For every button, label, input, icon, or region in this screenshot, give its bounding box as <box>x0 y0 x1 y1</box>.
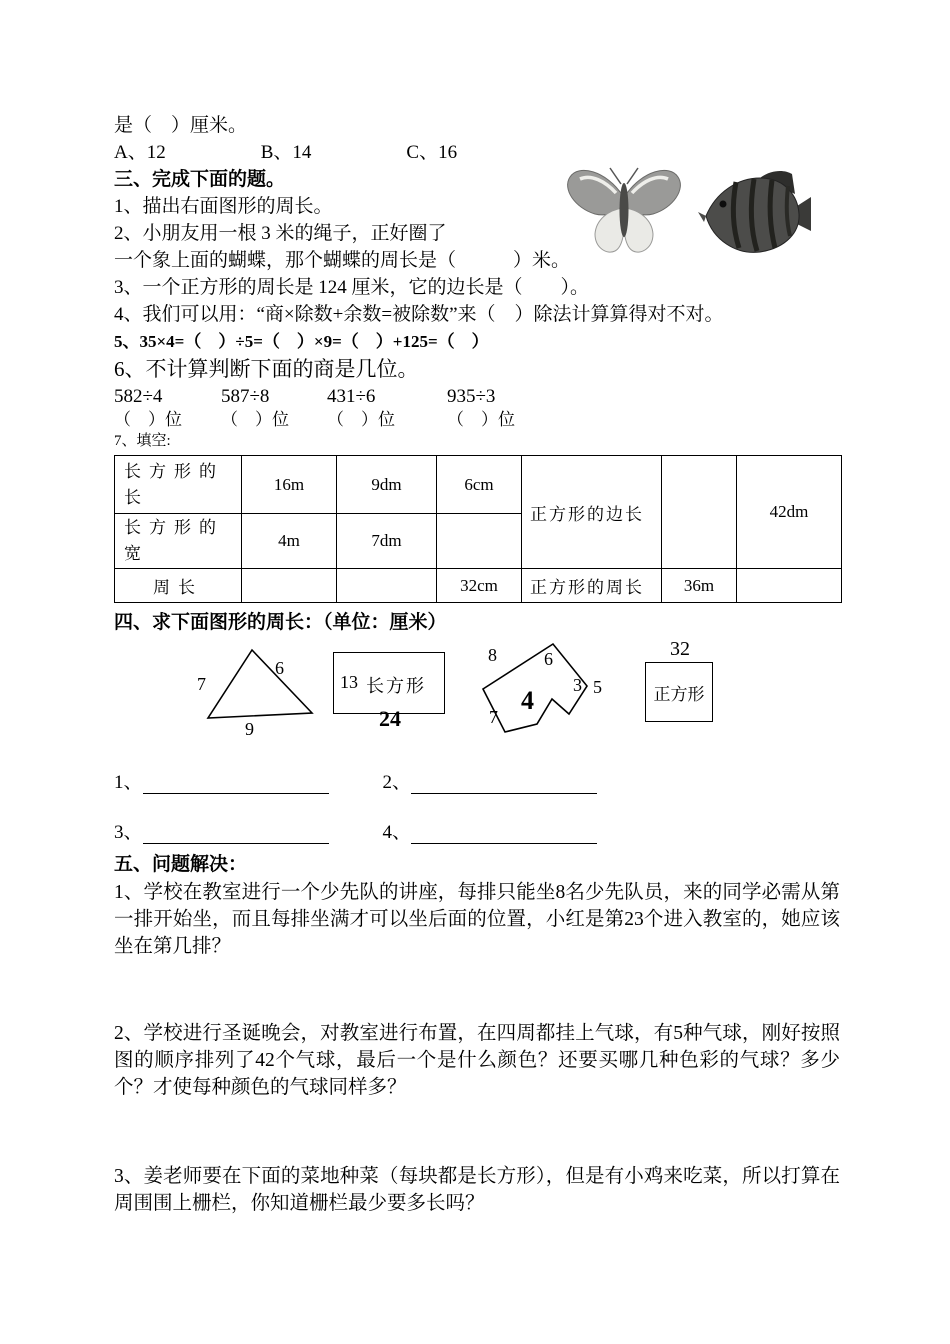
section3-heading: 三、完成下面的题。 <box>114 169 286 190</box>
answer-label: 1、 <box>114 772 143 793</box>
answer-row-2 <box>114 820 840 844</box>
answer-blank-4 <box>383 822 598 844</box>
answer-blank-2 <box>383 772 598 794</box>
table-cell: 6cm <box>437 456 522 514</box>
answer-label: 4、 <box>382 822 412 843</box>
triangle-side-right-label: 6 <box>275 658 284 678</box>
question-6-heading: 6、不计算判断下面的商是几位。 <box>114 357 419 381</box>
problem-2: 2、学校进行圣诞晚会，对教室进行布置，在四周都挂上气球，有5种气球，刚好按照图的顺序排列了42个气球，最后一个是什么颜色？还要买哪几种色彩的气球？多少个？才使每种颜色的气球同样多？ <box>114 1023 840 1098</box>
square-outline <box>645 662 713 722</box>
digits-blank: （ ）位 <box>327 410 395 429</box>
question-4: 4、我们可以用：“商×除数+余数=被除数”来（ ）除法计算算得对不对。 <box>114 304 724 325</box>
polygon-side-label: 5 <box>593 677 602 697</box>
butterfly-drawing <box>560 162 690 260</box>
answer-line <box>143 824 329 844</box>
rectangle-height-label: 13 <box>340 672 358 692</box>
table-cell-blank <box>337 569 437 603</box>
problem-1: 1、学校在教室进行一个少先队的讲座，每排只能坐8名少先队员，来的同学必需从第一排开始坐，而且每排坐满才可以坐后面的位置，小红是第23个进入教室的，她应该坐在第几排？ <box>114 882 840 957</box>
division-expression: 935÷3 <box>447 386 496 407</box>
polygon-side-label: 3 <box>573 675 582 695</box>
table-cell: 9dm <box>337 456 437 514</box>
division-expression: 582÷4 <box>114 386 163 407</box>
answer-blank-3 <box>114 822 329 844</box>
square-side-label: 正方形的边长 <box>522 456 662 569</box>
table-cell-blank <box>437 514 522 569</box>
answer-row-1 <box>114 770 840 794</box>
triangle-outline <box>195 644 320 726</box>
answer-line <box>411 824 597 844</box>
figure-square <box>645 638 715 722</box>
row-label-length: 长方形的长 <box>115 456 242 514</box>
section5-heading: 五、问题解决： <box>114 854 248 875</box>
table-row <box>115 456 842 514</box>
square-side-label: 32 <box>670 638 690 660</box>
table-row <box>115 569 842 603</box>
answer-line <box>143 774 329 794</box>
section4-heading: 四、求下面图形的周长：（单位：厘米） <box>114 612 447 633</box>
square-perimeter-label: 正方形的周长 <box>522 569 662 603</box>
answer-blank-1 <box>114 772 329 794</box>
triangle-side-left-label: 7 <box>197 674 206 694</box>
answer-label: 3、 <box>114 822 143 843</box>
rectangle-name: 长方形 <box>366 676 426 696</box>
table-cell: 4m <box>242 514 337 569</box>
question-5: 5、35×4=（ ）÷5=（ ）×9=（ ）+125=（ ） <box>114 332 489 351</box>
polygon-side-label: 6 <box>544 649 553 669</box>
question-6-blanks <box>114 409 840 431</box>
table-cell-blank <box>737 569 842 603</box>
row-label-perimeter: 周长 <box>115 569 242 603</box>
polygon-side-label: 8 <box>488 645 497 665</box>
triangle-side-bottom-label: 9 <box>245 719 254 739</box>
question-2-line2: 一个象上面的蝴蝶，那个蝴蝶的周长是（ ）米。 <box>114 250 571 271</box>
figure-triangle <box>195 644 320 739</box>
problem-3: 3、姜老师要在下面的菜地种菜（每块都是长方形），但是有小鸡来吃菜，所以打算在周围围上栅栏，你知道栅栏最少要多长吗？ <box>114 1166 840 1214</box>
table-cell-blank <box>662 456 737 569</box>
table-cell-blank <box>242 569 337 603</box>
table-cell: 7dm <box>337 514 437 569</box>
rectangle-width-label: 24 <box>379 706 401 731</box>
fish-drawing <box>698 164 812 264</box>
table-cell: 36m <box>662 569 737 603</box>
table-cell: 32cm <box>437 569 522 603</box>
figure-rectangle <box>333 652 445 731</box>
square-name: 正方形 <box>653 684 705 704</box>
polygon-side-label: 7 <box>489 707 498 727</box>
question-3: 3、一个正方形的周长是 124 厘米，它的边长是（ ）。 <box>114 277 590 298</box>
table-cell: 42dm <box>737 456 842 569</box>
question-7: 7、填空: <box>114 433 171 449</box>
options-line: A、12 B、14 C、16 <box>114 142 458 163</box>
division-expression: 431÷6 <box>327 386 376 407</box>
answer-line <box>411 774 597 794</box>
division-expression: 587÷8 <box>221 386 270 407</box>
fish-image <box>698 164 812 269</box>
question-1: 1、描出右面图形的周长。 <box>114 196 333 217</box>
polygon-side-label: 4 <box>521 686 534 715</box>
digits-blank: （ ）位 <box>221 410 289 429</box>
butterfly-image <box>560 162 690 265</box>
question-2-line1: 2、小朋友用一根 3 米的绳子，正好圈了 <box>114 223 447 244</box>
digits-blank: （ ）位 <box>447 410 515 429</box>
answer-label: 2、 <box>382 772 412 793</box>
unit-line: 是（ ）厘米。 <box>114 115 248 136</box>
digits-blank: （ ）位 <box>114 410 182 429</box>
fill-in-table <box>114 455 842 603</box>
table-cell: 16m <box>242 456 337 514</box>
row-label-width: 长方形的宽 <box>115 514 242 569</box>
rectangle-outline <box>333 652 445 714</box>
figure-polygon <box>475 636 610 738</box>
shapes-row <box>114 636 840 768</box>
question-6-expressions <box>114 384 840 409</box>
